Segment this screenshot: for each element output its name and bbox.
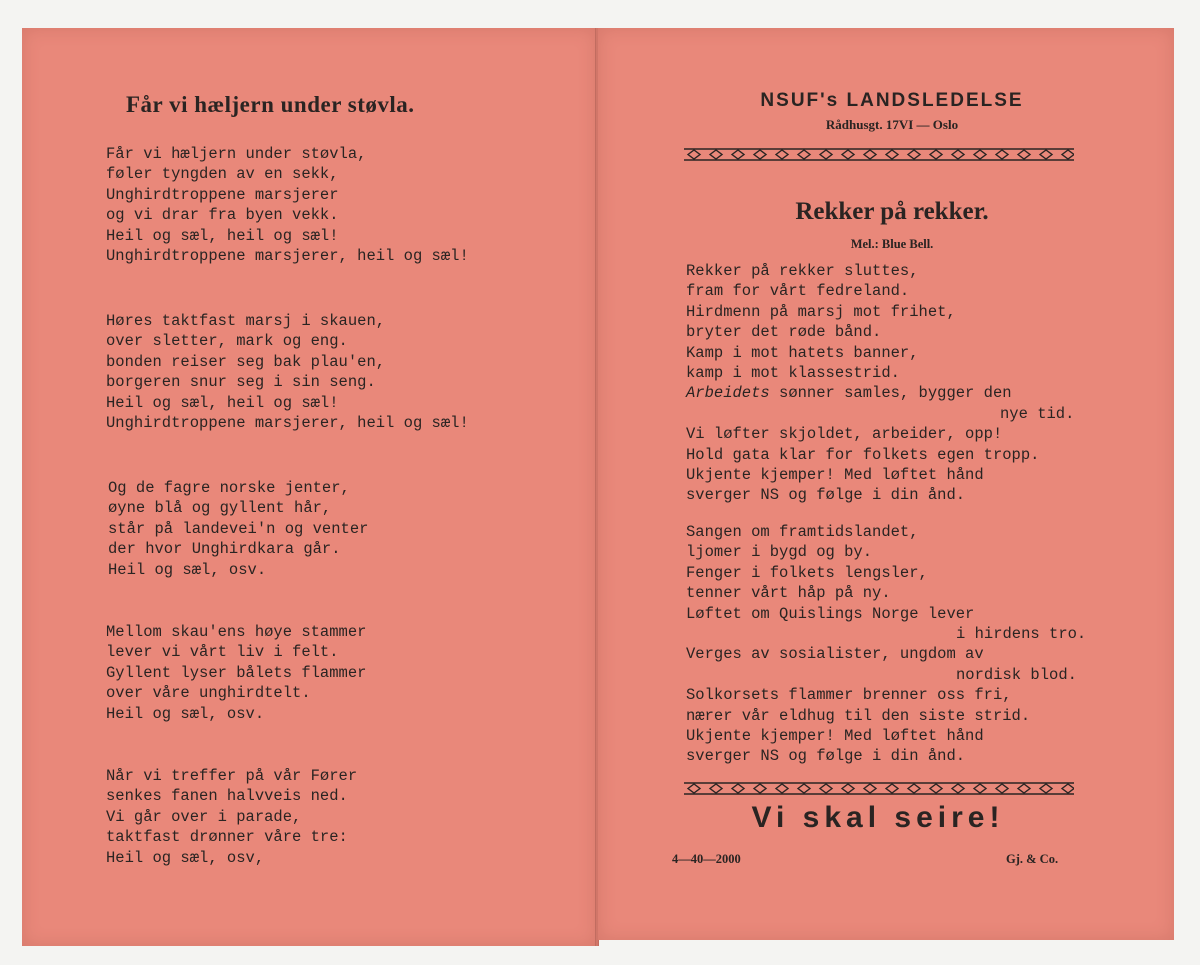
organization-name: NSUF's LANDSLEDELSE — [760, 90, 1024, 111]
verse-line: senkes fanen halvveis ned. — [106, 787, 348, 806]
verse-line: taktfast drønner våre tre: — [106, 828, 348, 847]
verse-line: Unghirdtroppene marsjerer — [106, 185, 339, 204]
verse-line: Ukjente kjemper! Med løftet hånd — [686, 727, 984, 746]
left-page — [22, 28, 596, 946]
verse-line: bonden reiser seg bak plau'en, — [106, 352, 386, 371]
verse-line: Og de fagre norske jenter, — [108, 479, 350, 497]
verse-line: og vi drar fra byen vekk. — [106, 206, 339, 225]
verse-line: Unghirdtroppene marsjerer, heil og sæl! — [106, 414, 469, 433]
right-stanza-2 — [686, 522, 1086, 767]
print-code: 4—40—2000 — [672, 852, 741, 866]
verse-line: Får vi hæljern under støvla, — [106, 145, 367, 163]
verse-line: bryter det røde bånd. — [686, 323, 882, 342]
verse-line: der hvor Unghirdkara går. — [108, 540, 341, 559]
right-stanza-1 — [686, 261, 1074, 506]
verse-italic-word: Arbeidets — [686, 384, 770, 403]
verse-line: Hirdmenn på marsj mot frihet, — [686, 302, 956, 321]
verse-line: føler tyngden av en sekk, — [106, 165, 339, 184]
left-stanza-1 — [106, 144, 469, 266]
melody-note: Mel.: Blue Bell. — [850, 237, 934, 251]
verse-line: borgeren snur seg i sin seng. — [106, 373, 376, 392]
verse-line-continuation: nordisk blod. — [956, 665, 1077, 684]
verse-line: sverger NS og følge i din ånd. — [686, 747, 966, 766]
verse-line: Høres taktfast marsj i skauen, — [106, 312, 386, 330]
verse-line: sverger NS og følge i din ånd. — [686, 486, 966, 505]
verse-line: Når vi treffer på vår Fører — [106, 767, 358, 785]
left-stanza-4 — [106, 622, 366, 724]
verse-line: Solkorsets flammer brenner oss fri, — [686, 686, 1012, 705]
verse-line: Heil og sæl, heil og sæl! — [106, 393, 339, 412]
verse-line: Verges av sosialister, ungdom av — [686, 645, 984, 664]
verse-line: Vi går over i parade, — [106, 807, 302, 826]
verse-line: Heil og sæl, osv, — [106, 848, 265, 867]
verse-line: Heil og sæl, osv. — [108, 560, 267, 579]
verse-line: tenner vårt håp på ny. — [686, 584, 891, 603]
ornament-rule-bottom — [684, 780, 1074, 796]
verse-line: Heil og sæl, osv. — [106, 704, 265, 723]
left-song-title: Får vi hæljern under støvla. — [126, 92, 415, 117]
verse-line: står på landevei'n og venter — [108, 519, 369, 538]
right-song-title: Rekker på rekker. — [795, 198, 989, 225]
printer-name: Gj. & Co. — [1006, 852, 1059, 866]
verse-line-continuation: nye tid. — [1000, 404, 1075, 423]
verse-line: ljomer i bygd og by. — [686, 543, 873, 562]
organization-address: Rådhusgt. 17VI — Oslo — [825, 117, 959, 132]
verse-line: Gyllent lyser bålets flammer — [106, 663, 367, 682]
verse-line-rest: sønner samles, bygger den — [769, 384, 1012, 403]
verse-line — [686, 383, 1074, 403]
verse-line: Sangen om framtidslandet, — [686, 523, 919, 541]
verse-line: Rekker på rekker sluttes, — [686, 262, 919, 280]
slogan: Vi skal seire! — [751, 801, 1005, 834]
verse-line: øyne blå og gyllent hår, — [108, 499, 332, 518]
verse-line: Heil og sæl, heil og sæl! — [106, 226, 339, 245]
verse-line: Ukjente kjemper! Med løftet hånd — [686, 466, 984, 485]
left-stanza-5 — [106, 766, 357, 868]
verse-line: Fenger i folkets lengsler, — [686, 563, 928, 582]
verse-line: over våre unghirdtelt. — [106, 684, 311, 703]
verse-line: over sletter, mark og eng. — [106, 332, 348, 351]
ornament-rule-top — [684, 146, 1074, 162]
verse-line: Kamp i mot hatets banner, — [686, 343, 919, 362]
verse-line: Mellom skau'ens høye stammer — [106, 623, 367, 641]
verse-line: kamp i mot klassestrid. — [686, 364, 900, 383]
verse-line: fram for vårt fedreland. — [686, 282, 910, 301]
right-page — [598, 28, 1174, 940]
verse-line: nærer vår eldhug til den siste strid. — [686, 706, 1031, 725]
verse-line: Vi løfter skjoldet, arbeider, opp! — [686, 425, 1003, 444]
left-stanza-2 — [106, 311, 469, 433]
verse-line: Løftet om Quislings Norge lever — [686, 604, 975, 623]
verse-line: Hold gata klar for folkets egen tropp. — [686, 445, 1040, 464]
verse-line-continuation: i hirdens tro. — [956, 625, 1087, 644]
verse-line: Unghirdtroppene marsjerer, heil og sæl! — [106, 247, 469, 266]
left-stanza-3 — [108, 478, 368, 580]
verse-line: lever vi vårt liv i felt. — [106, 643, 339, 662]
